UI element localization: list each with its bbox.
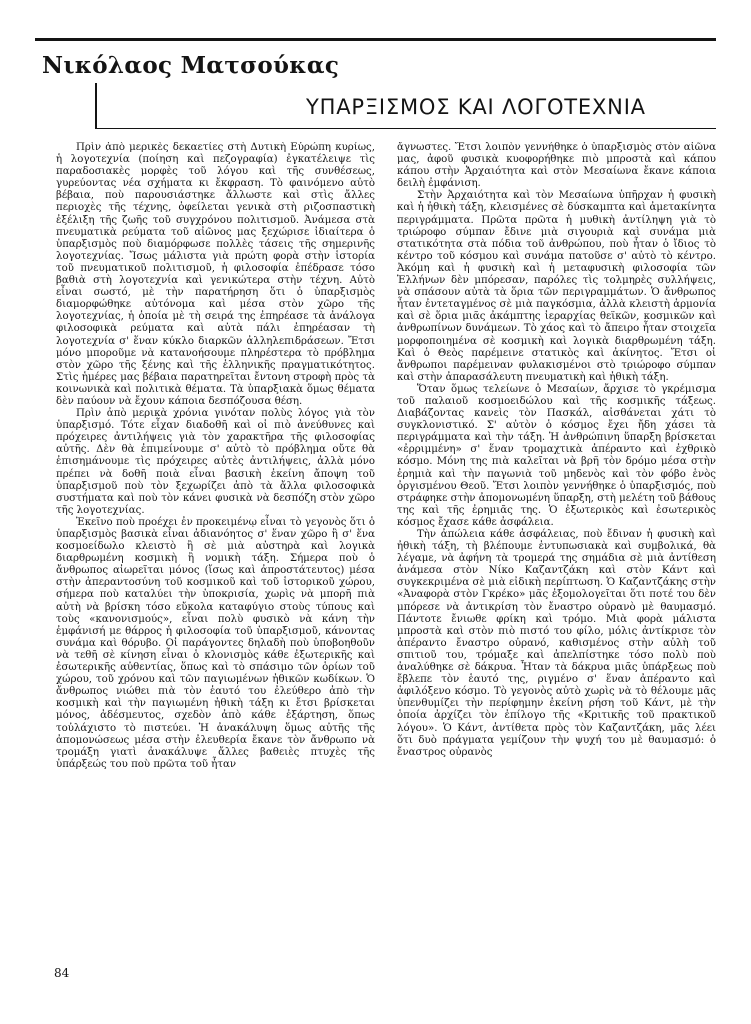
top-rule [35, 38, 716, 41]
paragraph: Στὴν Ἀρχαιότητα καὶ τὸν Μεσαίωνα ὑπῆρχαν ἡ φυσικὴ καὶ ἡ ἠθικὴ τάξη, κλεισμένες σὲ δύσκαμπτα καὶ ἀμετακίνητα περιγράμματα. Πρῶτα πρῶτα ἡ μυθικὴ ἀντίληψη γιὰ τὸ τριώροφο σύμπαν ἔδινε μιὰ σιγουριὰ καὶ συνάμα μιὰ στατικότητα στὰ πόδια τοῦ ἀνθρώπου, ποὺ ἦταν ὁ ἴδιος τὸ κέντρο τοῦ κόσμου καὶ συνάμα πατοῦσε σ' αὐτὸ τὸ κέντρο. Ἀκόμη καὶ ἡ φυσικὴ καὶ ἡ μεταφυσικὴ φιλοσοφία τῶν Ἑλλήνων δὲν μπόρεσαν, παρόλες τὶς τολμηρὲς συλλήψεις, νὰ σπάσουν αὐτὰ τὰ ὅρια τῶν περιγραμμάτων. Ὁ ἄνθρωπος ἦταν ἐντεταγμένος σὲ μιὰ παγκόσμια, ἀλλὰ κλειστὴ ἁρμονία καὶ σὲ ὅρια μιᾶς ἀκάμπτης ἱεραρχίας θεϊκῶν, κοσμικῶν καὶ ἀνθρωπίνων δυνάμεων. Τὸ χάος καὶ τὸ ἄπειρο ἦταν στοιχεῖα μορφοποιημένα σὲ κοσμικὴ καὶ λογικὰ διαρθρωμένη τάξη. Καὶ ὁ Θεὸς παρέμεινε στατικὸς καὶ ἀκίνητος. Ἔτσι οἱ ἄνθρωποι παρέμειναν φυλακισμένοι στὸ τριώροφο σύμπαν καὶ στὴν ἀπαρασάλευτη πνευματικὴ καὶ ἠθικὴ τάξη. [397, 190, 716, 383]
article-author: Νικόλαος Ματσούκας [42, 52, 340, 79]
paragraph: Πρὶν ἀπὸ μερικὲς δεκαετίες στὴ Δυτικὴ Εὐρώπη κυρίως, ἡ λογοτεχνία (ποίηση καὶ πεζογραφία) ἐγκατέλειψε τὶς παραδοσιακὲς μορφὲς τοῦ λόγου καὶ τῆς συνθέσεως, γυρεύοντας νέα σχήματα κι ἔκφραση. Τὸ φαινόμενο αὐτὸ βέβαια, ποὺ παρουσιάστηκε ἄλλωστε καὶ στὶς ἄλλες περιοχὲς τῆς τέχνης, ὀφείλεται γενικὰ στὴ ριζοσπαστικὴ ἐξέλιξη τῆς ζωῆς τοῦ συγχρόνου πολιτισμοῦ. Ἀνάμεσα στὰ πνευματικὰ ρεύματα τοῦ αἰῶνος μας ξεχώρισε ἰδιαίτερα ὁ ὑπαρξισμὸς ποὺ διαμόρφωσε πολλὲς τάσεις τῆς σημερινῆς λογοτεχνίας. Ἴσως μάλιστα γιὰ πρώτη φορὰ στὴν ἱστορία τοῦ πνευματικοῦ πολιτισμοῦ, ἡ φιλοσοφία ἐπέδρασε τόσο βαθιὰ στὴ λογοτεχνία καὶ γενικώτερα στὴν τέχνη. Αὐτὸ εἶναι σωστό, μὲ τὴν παρατήρηση ὅτι ὁ ὑπαρξισμὸς διαμορφώθηκε αὐτόνομα καὶ μέσα στὸν χῶρο τῆς λογοτεχνίας, ἡ ὁποία μὲ τὴ σειρά της ἐπηρέασε τὰ ἀνάλογα φιλοσοφικὰ ρεύματα καὶ αὐτὰ πάλι ἐπηρέασαν τὴ λογοτεχνία σ' ἕναν κύκλο διαρκῶν ἀλληλεπιδράσεων. Ἔτσι μόνο μποροῦμε νὰ κατανοήσουμε πληρέστερα τὸ πρόβλημα στὸν χῶρο τῆς ξένης καὶ τῆς ἑλληνικῆς πραγματικότητος. Στὶς ἡμέρες μας βέβαια παρατηρεῖται ἔντονη στροφὴ πρὸς τὰ κοινωνικὰ καὶ πολιτικὰ θέματα. Τὰ ὑπαρξιακὰ ὅμως θέματα δὲν παύουν νὰ ἔχουν κάποια δεσπόζουσα θέση. [56, 142, 375, 407]
right-column [397, 142, 716, 948]
article-title: ΥΠΑΡΞΙΣΜΟΣ ΚΑΙ ΛΟΓΟΤΕΧΝΙΑ [306, 95, 646, 119]
paragraph: Ὅταν ὅμως τελείωνε ὁ Μεσαίων, ἄρχισε τὸ γκρέμισμα τοῦ παλαιοῦ κοσμοειδώλου καὶ τῆς κοσμικῆς τάξεως. Διαβάζοντας κανεὶς τὸν Πασκάλ, αἰσθάνεται χάτι τὸ συγκλονιστικό. Σ' αὐτὸν ὁ κόσμος ἔχει ἤδη χάσει τὰ περιγράμματα καὶ τὴν τάξη. Ἡ ἀνθρώπινη ὕπαρξη βρίσκεται «ἐρριμμένη» σ' ἕναν τρομαχτικὰ ἀπέραντο καὶ ἐχθρικὸ κόσμο. Μόνη της πιὰ καλεῖται νὰ βρῆ τὸν δρόμο μέσα στὴν ἐρημιὰ καὶ τὴν παγωνιὰ τοῦ μηδενὸς καὶ τὸν φόβο ἑνὸς ὀργισμένου Θεοῦ. Ἔτσι λοιπὸν γεννήθηκε ὁ ὑπαρξισμός, ποὺ στράφηκε στὴν ἀπομονωμένη ὕπαρξη, στὴ μελέτη τοῦ βάθους της καὶ τῆς ἐρημιᾶς της. Ὁ ἐξωτερικὸς καὶ ἐσωτερικὸς κόσμος ἔχασε κάθε ἀσφάλεια. [397, 383, 716, 528]
page-number: 84 [54, 966, 70, 980]
paragraph: Πρὶν ἀπὸ μερικὰ χρόνια γινόταν πολὺς λόγος γιὰ τὸν ὑπαρξισμό. Τότε εἶχαν διαδοθῆ καὶ οἱ πιὸ ἀνεύθυνες καὶ πρόχειρες ἀντιλήψεις γιὰ τὸν χαρακτῆρα τῆς φιλοσοφίας αὐτῆς. Δὲν θὰ ἐπιμείνουμε σ' αὐτὸ τὸ πρόβλημα οὔτε θὰ ἐπισημάνουμε τὶς πρόχειρες αὐτὲς ἀντιλήψεις, ἀλλὰ μόνο πρέπει νὰ δοθῆ ποιὰ εἶναι βασικὴ ἐκείνη ἄποψη τοῦ ὑπαρξισμοῦ ποὺ τὸν ξεχωρίζει ἀπὸ τὰ ἄλλα φιλοσοφικὰ συστήματα καὶ ποὺ τὸν κάνει φυσικὰ νὰ δεσπόζη στὸν χῶρο τῆς λογοτεχνίας. [56, 408, 375, 516]
paragraph-continued: ἄγνωστες. Ἔτσι λοιπὸν γεννήθηκε ὁ ὑπαρξισμὸς στὸν αἰῶνα μας, ἀφοῦ φυσικὰ κυοφορήθηκε πιὸ μπροστὰ καὶ κάπου κάπου στὴν Ἀρχαιότητα καὶ στὸν Μεσαίωνα ἔκανε κάποια δειλὴ ἐμφάνιση. [397, 142, 716, 190]
header-vertical-rule [95, 83, 97, 129]
header-rule [96, 128, 716, 129]
left-column [56, 142, 375, 948]
paragraph: Ἐκεῖνο ποὺ προέχει ἐν προκειμένῳ εἶναι τὸ γεγονὸς ὅτι ὁ ὑπαρξισμὸς βασικὰ εἶναι ἀδιανόητος σ' ἕναν χῶρο ἢ σ' ἕνα κοσμοείδωλο κλειστὸ ἢ σὲ μιὰ αὐστηρὰ καὶ λογικὰ διαρθρωμένη κοσμικὴ ἢ νομικὴ τάξη. Σήμερα ποὺ ὁ ἄνθρωπος αἰωρεῖται μόνος (ἴσως καὶ ἀπροστάτευτος) μέσα στὴν ἀπεραντοσύνη τοῦ κοσμικοῦ καὶ τοῦ ἱστορικοῦ χώρου, σήμερα ποὺ καταλύει τὴν ὑποκρισία, χωρὶς νὰ μπορῆ πιὰ αὐτὴ νὰ βρίσκη τόσο εὔκολα καταφύγιο στοὺς τύπους καὶ τοὺς «κανονισμούς», εἶναι πολὺ φυσικὸ νὰ κάνη τὴν ἐμφάνισή με θάρρος ἡ φιλοσοφία τοῦ ὑπαρξισμοῦ, κάνοντας συνάμα καὶ θόρυβο. Οἱ παράγοντες δηλαδὴ ποὺ ὑποβοηθοῦν νὰ τεθῆ σὲ κίνηση εἶναι ὁ κλονισμὸς κάθε ἐξωτερικῆς καὶ ἐσωτερικῆς αὐθεντίας, ὅπως καὶ τὸ σπάσιμο τῶν ὁρίων τοῦ χώρου, τοῦ χρόνου καὶ τῶν παγιωμένων ἠθικῶν κωδίκων. Ὁ ἄνθρωπος νιώθει πιὰ τὸν ἑαυτό του ἐλεύθερο ἀπὸ τὴν κοσμικὴ καὶ τὴν παγιωμένη ἠθικὴ τάξη κι ἔτσι βρίσκεται μόνος, ἀδέσμευτος, σχεδὸν ἀπὸ κάθε ἐξάρτηση, ὅπως τοὐλάχιστο τὸ πιστεύει. Ἡ ἀνακάλυψη ὅμως αὐτῆς τῆς ἀπομονώσεως μέσα στὴν ἐλευθερία ἔκανε τὸν ἄνθρωπο νὰ τρομάξη γιατὶ ἀνακάλυψε ἄλλες βαθειὲς πτυχὲς τῆς ὑπάρξεώς του ποὺ πρῶτα τοῦ ἦταν [56, 516, 375, 770]
paragraph: Τὴν ἀπώλεια κάθε ἀσφάλειας, ποὺ ἔδιναν ἡ φυσικὴ καὶ ἠθικὴ τάξη, τὴ βλέπουμε ἐντυπωσιακὰ καὶ συμβολικά, θὰ λέγαμε, νὰ ἀφήνη τὰ τρομερά της σημάδια σὲ μιὰ ἀντίθεση ἀνάμεσα στὸν Νίκο Καζαντζάκη καὶ στὸν Κάντ καὶ συγκεκριμένα σὲ μιὰ εἰδικὴ περίπτωση. Ὁ Καζαντζάκης στὴν «Ἀναφορὰ στὸν Γκρέκο» μᾶς ἐξομολογεῖται ὅτι ποτέ του δὲν μπόρεσε νὰ ἀντικρίση τὸν ἔναστρο οὐρανὸ μὲ θαυμασμό. Πάντοτε ἔνιωθε φρίκη καὶ τρόμο. Μιὰ φορὰ μάλιστα μπροστὰ καὶ στὸν πιὸ πιστό του φίλο, μόλις ἀντίκρισε τὸν ἀπέραντο ἔναστρο οὐρανό, καθισμένος στὴν αὐλὴ τοῦ σπιτιοῦ του, τρόμαξε καὶ ἀπελπίστηκε τόσο πολὺ ποὺ ἀναλύθηκε σὲ δάκρυα. Ἦταν τὰ δάκρυα μιᾶς ὑπάρξεως ποὺ ἔβλεπε τὸν ἑαυτό της, ριγμένο σ' ἕναν ἀπέραντο καὶ ἀφιλόξενο κόσμο. Τὸ γεγονὸς αὐτὸ χωρὶς νὰ τὸ θέλουμε μᾶς ὑπενθυμίζει τὴν περίφημην ἐκείνη ρήση τοῦ Κάντ, μὲ τὴν ὁποία ἀρχίζει τὸν ἐπίλογο τῆς «Κριτικῆς τοῦ πρακτικοῦ λόγου». Ὁ Κάντ, ἀντίθετα πρὸς τὸν Καζαντζάκη, μᾶς λέει ὅτι δυὸ πράγματα γεμίζουν τὴν ψυχή του μὲ θαυμασμό: ὁ ἔναστρος οὐρανὸς [397, 529, 716, 758]
